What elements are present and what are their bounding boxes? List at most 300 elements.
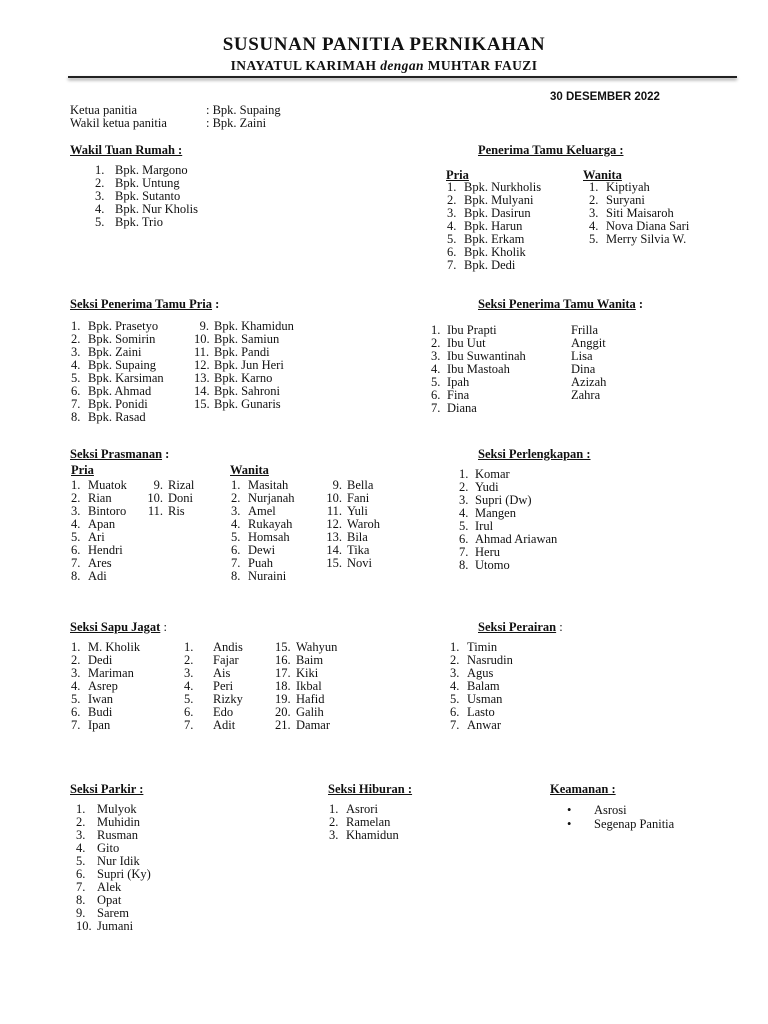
list-number: 6. <box>447 245 457 259</box>
list-item-name: Galih <box>296 705 324 719</box>
list-item <box>589 233 739 246</box>
list-number: 15. <box>275 640 291 654</box>
list-number: 11. <box>194 345 210 359</box>
list-number: 1. <box>184 640 194 654</box>
list-item-name: Puah <box>248 556 273 570</box>
list-item <box>194 398 314 411</box>
list-number: 1. <box>71 478 81 492</box>
list-number: 5. <box>71 371 81 385</box>
list-item-name: Zahra <box>571 388 601 402</box>
list-item-name: Supri (Ky) <box>97 867 151 881</box>
list-number: 6. <box>71 384 81 398</box>
list-item-name: Nova Diana Sari <box>606 219 690 233</box>
list-item-name: Siti Maisaroh <box>606 206 674 220</box>
list-item <box>145 505 215 518</box>
parkir-heading: Seksi Parkir : <box>70 782 144 796</box>
list-number: 4. <box>447 219 457 233</box>
list-item <box>184 719 264 732</box>
list-number: 2. <box>71 332 81 346</box>
list-number: 3. <box>71 345 81 359</box>
list-item-name: Bpk. Zaini <box>88 345 142 359</box>
list-number: 1. <box>459 467 469 481</box>
list-item-name: Usman <box>467 692 503 706</box>
prasmanan-heading <box>70 447 169 462</box>
list-item <box>71 706 171 719</box>
list-number: 7. <box>431 401 441 415</box>
list-item <box>71 411 191 424</box>
list-number: 15. <box>194 397 210 411</box>
list-number: 2. <box>71 491 81 505</box>
penerima-tamu-pria-list-2 <box>194 320 314 411</box>
list-item-name: Wahyun <box>296 640 338 654</box>
perairan-list <box>450 641 550 732</box>
list-item-name: Bpk. Sutanto <box>115 189 181 203</box>
list-number: 4. <box>95 202 105 216</box>
list-item-name: M. Kholik <box>88 640 141 654</box>
list-number: 3. <box>71 504 81 518</box>
list-item-name: Ikbal <box>296 679 322 693</box>
list-item <box>450 667 550 680</box>
list-number: 1. <box>447 180 457 194</box>
list-item-name: Timin <box>467 640 498 654</box>
list-item-name: Suryani <box>606 193 645 207</box>
list-item-name: Adit <box>213 718 236 732</box>
penerima-tamu-keluarga-heading: Penerima Tamu Keluarga : <box>478 143 624 157</box>
list-item-name: Novi <box>347 556 372 570</box>
list-item-name: Bpk. Karno <box>214 371 273 385</box>
list-item <box>231 570 331 583</box>
prasmanan-pria-list-1 <box>71 479 151 583</box>
list-item-name: Lasto <box>467 705 495 719</box>
list-item-name: Bpk. Nur Kholis <box>115 202 198 216</box>
prasmanan-pria-list-2 <box>145 479 215 518</box>
list-item-name: Adi <box>88 569 107 583</box>
list-item <box>71 680 171 693</box>
list-number: 4. <box>76 841 86 855</box>
list-item-name: Asrep <box>88 679 118 693</box>
list-number: 13. <box>194 371 210 385</box>
list-item <box>450 654 550 667</box>
list-item-name: Apan <box>88 517 116 531</box>
list-item-name: Opat <box>97 893 122 907</box>
list-item-name: Ais <box>213 666 231 680</box>
list-number: 12. <box>194 358 210 372</box>
list-item-name: Azizah <box>571 375 607 389</box>
bride-name: INAYATUL KARIMAH <box>230 58 377 73</box>
subtitle-connector: dengan <box>380 58 424 73</box>
list-item-name: Komar <box>475 467 510 481</box>
list-number: 2. <box>450 653 460 667</box>
list-number: 7. <box>450 718 460 732</box>
list-item-name: Frilla <box>571 323 599 337</box>
heading-colon: : <box>638 297 644 311</box>
list-number: 7. <box>71 718 81 732</box>
list-number: 1. <box>431 323 441 337</box>
list-item <box>231 531 331 544</box>
document-subtitle <box>0 58 768 74</box>
list-number: 6. <box>76 867 86 881</box>
list-item-name: Bpk. Erkam <box>464 232 525 246</box>
document-title: SUSUNAN PANITIA PERNIKAHAN <box>222 34 546 55</box>
list-item-name: Bpk. Somirin <box>88 332 156 346</box>
list-number: 1. <box>71 640 81 654</box>
list-item-name: Asrosi <box>594 803 627 817</box>
heading-colon: : <box>163 620 167 634</box>
list-number: 11. <box>147 504 163 518</box>
list-number: 4. <box>431 362 441 376</box>
prasmanan-wanita-list-2 <box>323 479 413 570</box>
list-item-name: Bpk. Ponidi <box>88 397 148 411</box>
list-item-name: Khamidun <box>346 828 399 842</box>
list-number: 3. <box>71 666 81 680</box>
list-item-name: Irul <box>475 519 494 533</box>
list-item-name: Ibu Prapti <box>447 323 497 337</box>
list-item-name: Bpk. Untung <box>115 176 180 190</box>
list-number: 3. <box>450 666 460 680</box>
hiburan-list <box>329 803 429 842</box>
sapu-jagat-heading-text: Seksi Sapu Jagat <box>70 620 161 634</box>
list-number: 2. <box>76 815 86 829</box>
list-item-name: Peri <box>213 679 234 693</box>
list-item-name: Rizal <box>168 478 195 492</box>
list-item-name: Damar <box>296 718 331 732</box>
list-item <box>95 216 255 229</box>
list-item-name: Edo <box>213 705 234 719</box>
list-item-name: Nuraini <box>248 569 287 583</box>
list-item <box>431 402 561 415</box>
list-number: 7. <box>71 556 81 570</box>
list-item-name: Supri (Dw) <box>475 493 532 507</box>
list-number: 3. <box>184 666 194 680</box>
list-number: 3. <box>231 504 241 518</box>
list-item <box>447 259 577 272</box>
list-item <box>76 868 176 881</box>
perlengkapan-list <box>459 468 589 572</box>
list-item-name: Kiki <box>296 666 319 680</box>
list-item-name: Muhidin <box>97 815 141 829</box>
list-number: 10. <box>326 491 342 505</box>
list-item-name: Waroh <box>347 517 381 531</box>
list-number: 3. <box>95 189 105 203</box>
list-item-name: Muatok <box>88 478 127 492</box>
list-item-name: Bpk. Nurkholis <box>464 180 542 194</box>
list-item-name: Bpk. Harun <box>464 219 523 233</box>
list-number: 6. <box>71 543 81 557</box>
sapu-jagat-heading <box>70 620 167 635</box>
list-item-name: Nasrudin <box>467 653 513 667</box>
list-item-name: Balam <box>467 679 500 693</box>
list-item-name: Sarem <box>97 906 129 920</box>
list-number: 4. <box>71 679 81 693</box>
list-number: 8. <box>71 410 81 424</box>
list-number: 2. <box>459 480 469 494</box>
list-number: 18. <box>275 679 291 693</box>
list-item-name: Bpk. Trio <box>115 215 163 229</box>
list-item-name: Rukayah <box>248 517 293 531</box>
list-item-name: Bpk. Pandi <box>214 345 270 359</box>
keluarga-pria-list <box>447 181 577 272</box>
list-item-name: Ari <box>88 530 105 544</box>
list-item-name: Diana <box>447 401 477 415</box>
title-divider <box>68 76 737 78</box>
list-number: 8. <box>76 893 86 907</box>
list-number: 2. <box>329 815 339 829</box>
list-item-name: Homsah <box>248 530 290 544</box>
keamanan-heading: Keamanan : <box>550 782 616 796</box>
ketua-label: Ketua panitia <box>70 103 137 117</box>
list-item-name: Nur Idik <box>97 854 140 868</box>
list-item <box>76 881 176 894</box>
list-item <box>275 719 365 732</box>
list-number: 1. <box>95 163 105 177</box>
list-item <box>571 389 661 402</box>
list-item-name: Ares <box>88 556 112 570</box>
list-number: 15. <box>326 556 342 570</box>
list-number: 2. <box>184 653 194 667</box>
list-number: 2. <box>71 653 81 667</box>
prasmanan-wanita-list-1 <box>231 479 331 583</box>
list-number: 10. <box>194 332 210 346</box>
list-item-name: Bpk. Margono <box>115 163 188 177</box>
list-item <box>459 559 589 572</box>
list-item-name: Bpk. Kholik <box>464 245 526 259</box>
list-number: 13. <box>326 530 342 544</box>
event-date: 30 DESEMBER 2022 <box>550 91 660 103</box>
wakil-ketua-label: Wakil ketua panitia <box>70 116 167 130</box>
heading-colon: : <box>559 620 563 634</box>
list-number: 4. <box>231 517 241 531</box>
list-item <box>231 492 331 505</box>
list-number: 6. <box>231 543 241 557</box>
sapu-jagat-list-3 <box>275 641 365 732</box>
list-number: 5. <box>184 692 194 706</box>
list-item-name: Bpk. Dedi <box>464 258 516 272</box>
list-item <box>323 557 413 570</box>
list-number: 8. <box>71 569 81 583</box>
keamanan-list <box>567 803 717 831</box>
list-number: 9. <box>332 478 342 492</box>
list-item <box>76 920 176 933</box>
list-item-name: Andis <box>213 640 243 654</box>
list-number: 7. <box>76 880 86 894</box>
list-item-name: Segenap Panitia <box>594 817 675 831</box>
penerima-tamu-pria-heading <box>70 297 219 312</box>
list-number: 6. <box>431 388 441 402</box>
list-item-name: Dewi <box>248 543 276 557</box>
prasmanan-wanita-label: Wanita <box>230 463 269 477</box>
list-item-name: Bpk. Ahmad <box>88 384 152 398</box>
list-number: 17. <box>275 666 291 680</box>
list-number: 1. <box>231 478 241 492</box>
penerima-tamu-pria-list-1 <box>71 320 191 424</box>
list-number: 10. <box>76 919 92 933</box>
list-item-name: Bpk. Mulyani <box>464 193 534 207</box>
list-item-name: Bpk. Dasirun <box>464 206 531 220</box>
list-item-name: Kiptiyah <box>606 180 650 194</box>
list-item <box>71 641 171 654</box>
keluarga-pria-label: Pria <box>446 168 469 182</box>
list-number: 16. <box>275 653 291 667</box>
list-item-name: Ris <box>168 504 185 518</box>
list-number: 4. <box>459 506 469 520</box>
list-item-name: Budi <box>88 705 113 719</box>
list-number: 9. <box>76 906 86 920</box>
list-item-name: Ahmad Ariawan <box>475 532 558 546</box>
list-number: 3. <box>589 206 599 220</box>
list-number: 3. <box>447 206 457 220</box>
list-item <box>231 544 331 557</box>
list-item-name: Mulyok <box>97 802 137 816</box>
list-number: 7. <box>71 397 81 411</box>
hiburan-heading: Seksi Hiburan : <box>328 782 413 796</box>
list-item-name: Bpk. Samiun <box>214 332 280 346</box>
list-item-name: Bpk. Prasetyo <box>88 319 159 333</box>
list-number: 7. <box>231 556 241 570</box>
list-number: 1. <box>329 802 339 816</box>
heading-colon: : <box>165 447 170 461</box>
list-item-name: Jumani <box>97 919 134 933</box>
list-item-name: Bpk. Khamidun <box>214 319 294 333</box>
groom-name: MUHTAR FAUZI <box>427 58 538 73</box>
list-item-name: Bpk. Gunaris <box>214 397 281 411</box>
list-item-name: Fina <box>447 388 470 402</box>
list-number: 2. <box>447 193 457 207</box>
list-number: 8. <box>231 569 241 583</box>
list-item-name: Doni <box>168 491 193 505</box>
list-number: 5. <box>447 232 457 246</box>
list-item-name: Masitah <box>248 478 289 492</box>
penerima-tamu-wanita-heading <box>478 297 643 312</box>
list-item-name: Heru <box>475 545 500 559</box>
list-number: 3. <box>459 493 469 507</box>
list-number: 21. <box>275 718 291 732</box>
penerima-tamu-wanita-list-1 <box>431 324 561 415</box>
list-number: 2. <box>431 336 441 350</box>
list-item-name: Nurjanah <box>248 491 295 505</box>
list-item-name: Ibu Mastoah <box>447 362 510 376</box>
list-item <box>71 570 151 583</box>
wakil-ketua-value: : Bpk. Zaini <box>206 116 267 130</box>
list-number: 1. <box>71 319 81 333</box>
list-number: 5. <box>71 530 81 544</box>
list-number: 14. <box>194 384 210 398</box>
list-item-name: Bpk. Sahroni <box>214 384 280 398</box>
list-number: 1. <box>589 180 599 194</box>
list-number: 1. <box>450 640 460 654</box>
list-number: 1. <box>76 802 86 816</box>
list-item <box>567 803 717 817</box>
ketua-value: : Bpk. Supaing <box>206 103 281 117</box>
list-item <box>450 719 550 732</box>
list-item-name: Bpk. Supaing <box>88 358 157 372</box>
penerima-tamu-pria-heading-text: Seksi Penerima Tamu Pria <box>70 297 213 311</box>
list-item-name: Tika <box>347 543 370 557</box>
list-item-name: Yudi <box>475 480 499 494</box>
heading-colon: : <box>215 297 220 311</box>
list-item-name: Agus <box>467 666 494 680</box>
list-item-name: Baim <box>296 653 324 667</box>
list-item-name: Ibu Uut <box>447 336 486 350</box>
sapu-jagat-list-1 <box>71 641 171 732</box>
list-item-name: Bella <box>347 478 374 492</box>
list-number: 11. <box>326 504 342 518</box>
list-item-name: Rizky <box>213 692 243 706</box>
list-number: 6. <box>450 705 460 719</box>
list-item-name: Yuli <box>347 504 368 518</box>
perairan-heading-text: Seksi Perairan <box>478 620 557 634</box>
list-item-name: Merry Silvia W. <box>606 232 687 246</box>
list-number: 4. <box>450 679 460 693</box>
list-item-name: Ipah <box>447 375 470 389</box>
list-item-name: Ibu Suwantinah <box>447 349 526 363</box>
perlengkapan-heading: Seksi Perlengkapan : <box>478 447 591 461</box>
list-item-name: Iwan <box>88 692 113 706</box>
list-number: 19. <box>275 692 291 706</box>
bullet-marker: • <box>567 803 572 817</box>
list-number: 3. <box>329 828 339 842</box>
list-number: 6. <box>184 705 194 719</box>
list-item-name: Hendri <box>88 543 123 557</box>
list-number: 2. <box>231 491 241 505</box>
list-item-name: Alek <box>97 880 122 894</box>
list-number: 5. <box>76 854 86 868</box>
list-number: 8. <box>459 558 469 572</box>
list-item-name: Rusman <box>97 828 138 842</box>
list-number: 14. <box>326 543 342 557</box>
list-item <box>71 667 171 680</box>
list-number: 5. <box>231 530 241 544</box>
list-item-name: Rian <box>88 491 112 505</box>
list-item <box>71 693 171 706</box>
list-item <box>450 693 550 706</box>
list-number: 7. <box>447 258 457 272</box>
penerima-tamu-wanita-heading-text: Seksi Penerima Tamu Wanita <box>478 297 636 311</box>
list-item-name: Bila <box>347 530 368 544</box>
list-number: 4. <box>71 517 81 531</box>
list-number: 4. <box>589 219 599 233</box>
list-number: 5. <box>431 375 441 389</box>
list-item-name: Dina <box>571 362 596 376</box>
list-item <box>71 719 171 732</box>
list-number: 5. <box>95 215 105 229</box>
keluarga-wanita-list <box>589 181 739 246</box>
list-item <box>71 518 151 531</box>
list-number: 12. <box>326 517 342 531</box>
sapu-jagat-list-2 <box>184 641 264 732</box>
list-number: 6. <box>459 532 469 546</box>
list-number: 5. <box>450 692 460 706</box>
list-number: 2. <box>589 193 599 207</box>
list-number: 5. <box>71 692 81 706</box>
list-item-name: Mangen <box>475 506 516 520</box>
prasmanan-pria-label: Pria <box>71 463 94 477</box>
list-item-name: Bintoro <box>88 504 127 518</box>
list-item <box>71 557 151 570</box>
perairan-heading <box>478 620 563 635</box>
list-item <box>567 817 717 831</box>
list-item-name: Utomo <box>475 558 510 572</box>
list-item-name: Fajar <box>213 653 239 667</box>
list-item-name: Mariman <box>88 666 134 680</box>
wakil-tuan-rumah-list <box>95 164 255 229</box>
list-number: 4. <box>71 358 81 372</box>
list-number: 6. <box>71 705 81 719</box>
list-item-name: Gito <box>97 841 120 855</box>
list-number: 4. <box>184 679 194 693</box>
list-item-name: Dedi <box>88 653 113 667</box>
list-item-name: Ramelan <box>346 815 391 829</box>
list-number: 7. <box>459 545 469 559</box>
